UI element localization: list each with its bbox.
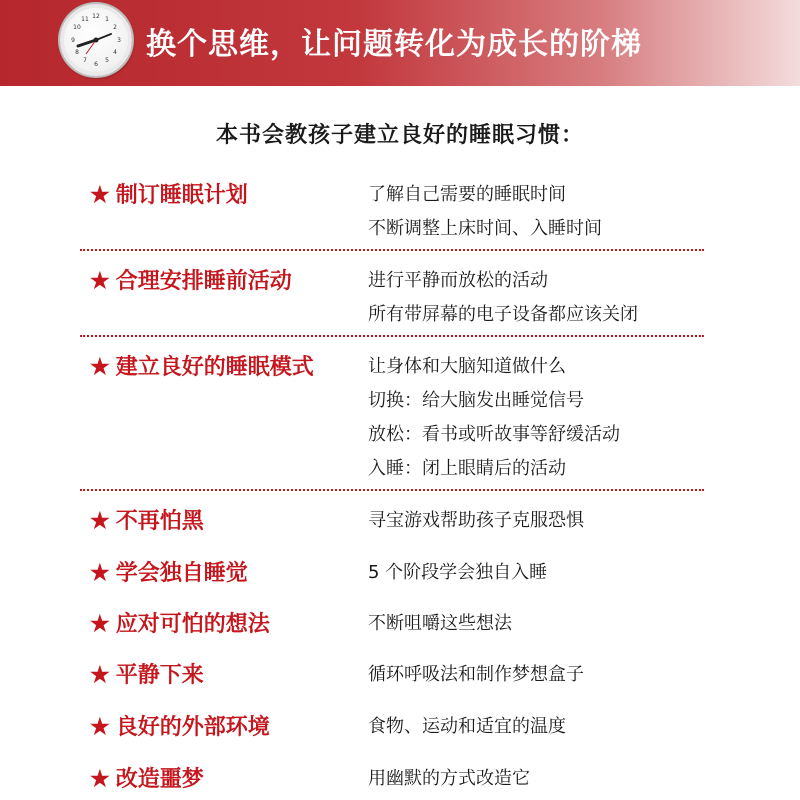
clock-icon xyxy=(60,4,132,76)
topic-details xyxy=(368,350,620,486)
topic-details xyxy=(368,658,584,692)
topic-heading xyxy=(90,556,248,587)
dotted-divider xyxy=(80,249,704,251)
topic-label: 建立良好的睡眠模式 xyxy=(115,354,314,380)
topic-heading xyxy=(90,504,204,535)
star-icon: ★ xyxy=(90,182,110,208)
topic-details xyxy=(368,178,602,246)
svg-text:4: 4 xyxy=(113,49,117,56)
topic-details xyxy=(368,504,584,538)
topic-label: 制订睡眠计划 xyxy=(115,182,248,208)
detail-line: 食物、运动和适宜的温度 xyxy=(368,716,566,737)
star-icon: ★ xyxy=(90,611,110,637)
svg-text:3: 3 xyxy=(117,37,121,44)
page-subtitle: 本书会教孩子建立良好的睡眠习惯： xyxy=(215,123,584,148)
detail-line: 入睡：闭上眼睛后的活动 xyxy=(368,458,566,479)
svg-text:7: 7 xyxy=(83,57,87,64)
svg-text:1: 1 xyxy=(105,16,109,23)
topic-label: 改造噩梦 xyxy=(115,766,204,792)
detail-line: 所有带屏幕的电子设备都应该关闭 xyxy=(368,304,638,325)
topic-details xyxy=(368,762,530,796)
detail-line: 让身体和大脑知道做什么 xyxy=(368,356,566,377)
svg-text:11: 11 xyxy=(81,16,89,23)
detail-line: 寻宝游戏帮助孩子克服恐惧 xyxy=(368,510,584,531)
detail-line: 切换：给大脑发出睡觉信号 xyxy=(368,390,584,411)
topic-label: 应对可怕的想法 xyxy=(115,611,270,637)
topic-details xyxy=(368,607,512,641)
detail-line: 不断咀嚼这些想法 xyxy=(368,613,512,634)
topic-details xyxy=(368,710,566,744)
svg-text:6: 6 xyxy=(94,61,98,68)
topic-heading xyxy=(90,658,204,689)
dotted-divider xyxy=(80,335,704,337)
detail-line: 进行平静而放松的活动 xyxy=(368,270,548,291)
detail-line: 循环呼吸法和制作梦想盒子 xyxy=(368,664,584,685)
header-banner xyxy=(0,0,800,86)
star-icon: ★ xyxy=(90,508,110,534)
star-icon: ★ xyxy=(90,662,110,688)
topic-heading xyxy=(90,710,270,741)
topic-details xyxy=(368,264,638,332)
dotted-divider xyxy=(80,489,704,491)
topic-heading xyxy=(90,607,270,638)
topic-label: 学会独自睡觉 xyxy=(115,560,248,586)
topic-heading xyxy=(90,264,292,295)
topic-label: 良好的外部环境 xyxy=(115,714,270,740)
star-icon: ★ xyxy=(90,354,110,380)
detail-line: 放松：看书或听故事等舒缓活动 xyxy=(368,424,620,445)
topic-label: 平静下来 xyxy=(115,662,204,688)
star-icon: ★ xyxy=(90,714,110,740)
detail-line: 了解自己需要的睡眠时间 xyxy=(368,184,566,205)
detail-line: 5 个阶段学会独自入睡 xyxy=(368,562,548,583)
banner-title: 换个思维，让问题转化为成长的阶梯 xyxy=(146,27,642,62)
topic-heading xyxy=(90,178,248,209)
svg-text:8: 8 xyxy=(75,49,79,56)
svg-text:9: 9 xyxy=(71,37,75,44)
svg-text:12: 12 xyxy=(92,13,100,20)
topic-heading xyxy=(90,762,204,793)
topic-label: 合理安排睡前活动 xyxy=(115,268,292,294)
svg-text:10: 10 xyxy=(73,24,81,31)
detail-line: 用幽默的方式改造它 xyxy=(368,768,530,789)
topic-heading xyxy=(90,350,314,381)
topic-details xyxy=(368,556,547,590)
star-icon: ★ xyxy=(90,268,110,294)
detail-line: 不断调整上床时间、入睡时间 xyxy=(368,218,602,239)
star-icon: ★ xyxy=(90,560,110,586)
svg-text:5: 5 xyxy=(105,57,109,64)
star-icon: ★ xyxy=(90,766,110,792)
topic-label: 不再怕黑 xyxy=(115,508,204,534)
svg-text:2: 2 xyxy=(113,24,117,31)
